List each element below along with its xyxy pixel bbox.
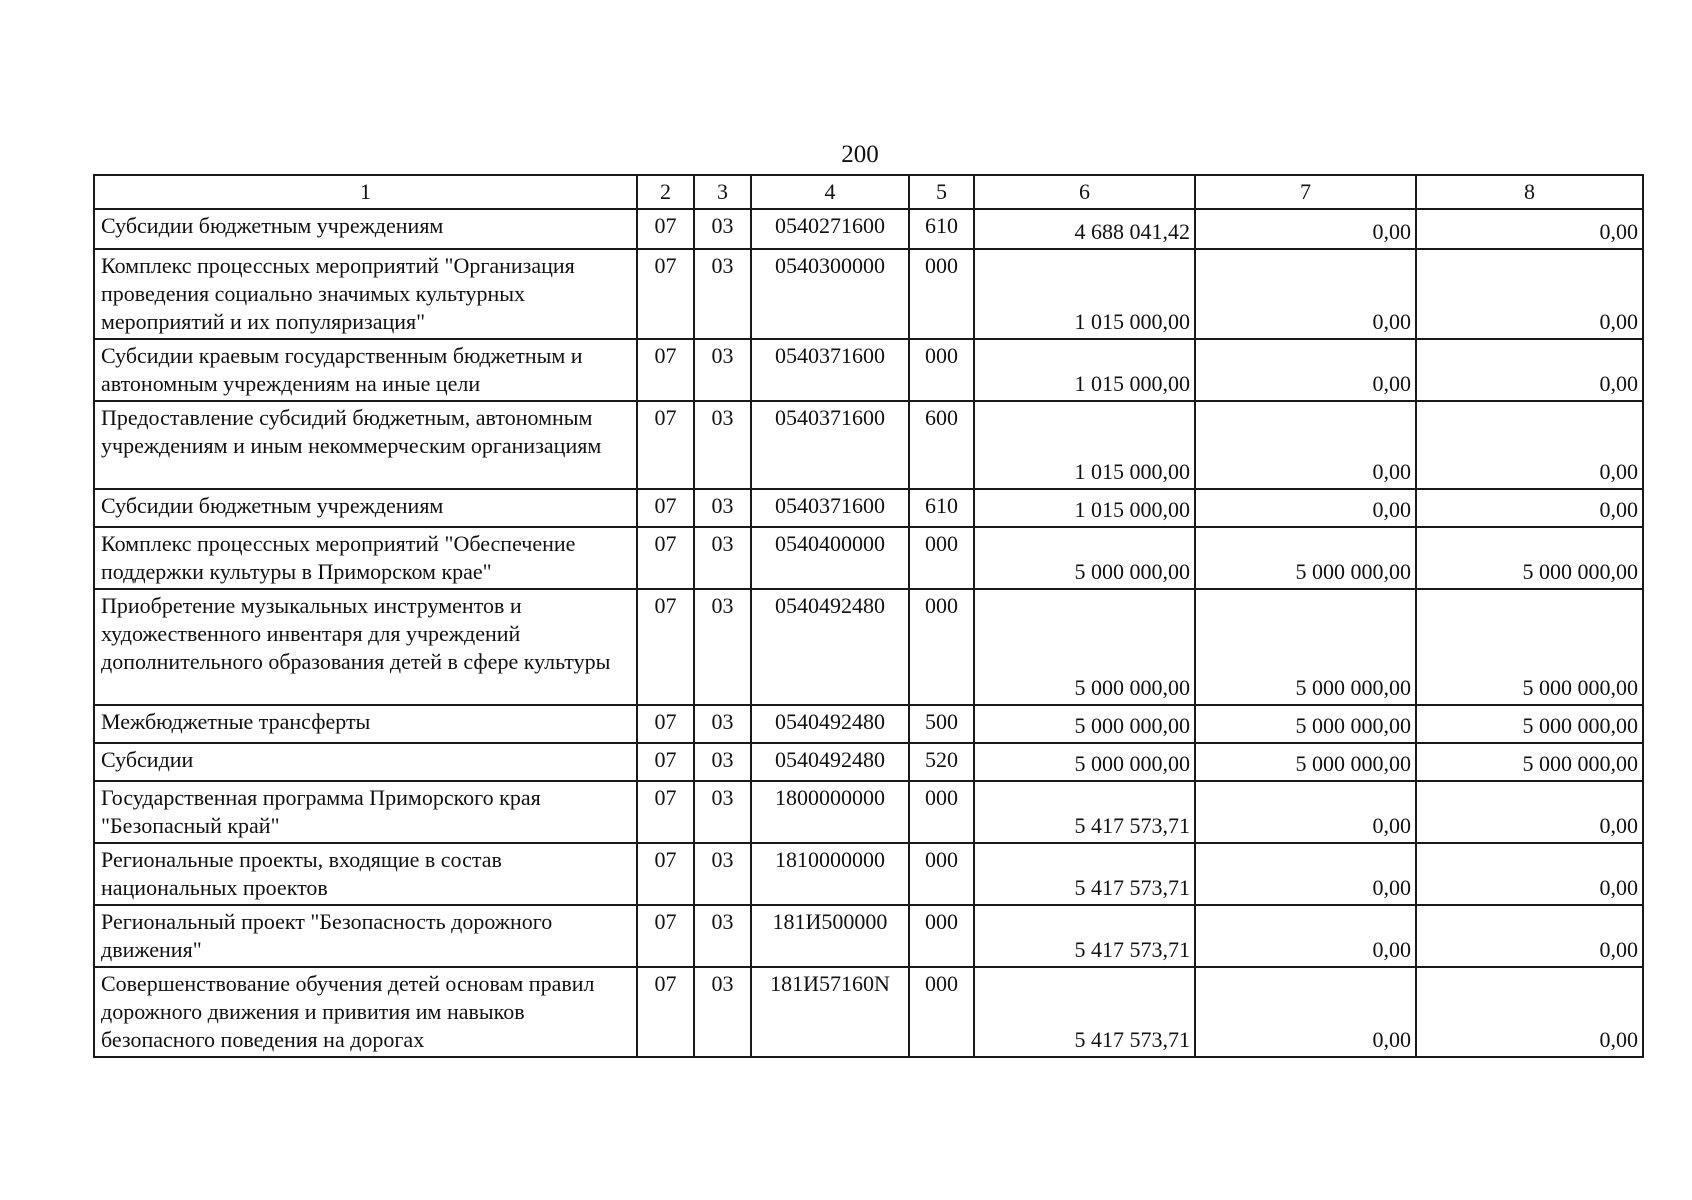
table-row: [94, 967, 1643, 1057]
row-section: 07: [637, 401, 694, 489]
row-expense-type: 000: [909, 339, 974, 401]
row-amount-col7: 0,00: [1195, 843, 1416, 905]
row-amount-col7: 5 000 000,00: [1195, 743, 1416, 781]
row-amount-col6: 1 015 000,00: [974, 401, 1195, 489]
row-section: 07: [637, 743, 694, 781]
row-expense-type: 000: [909, 249, 974, 339]
row-amount-col7: 0,00: [1195, 209, 1416, 249]
header-cell-2: 2: [637, 175, 694, 209]
row-amount-col8: 0,00: [1416, 339, 1643, 401]
row-name: Субсидии бюджетным учреждениям: [94, 489, 637, 527]
row-section: 07: [637, 249, 694, 339]
table-row: [94, 401, 1643, 489]
row-subsection: 03: [694, 339, 751, 401]
table-row: [94, 249, 1643, 339]
row-name: Комплекс процессных мероприятий "Обеспечение поддержки культуры в Приморском крае": [94, 527, 637, 589]
row-subsection: 03: [694, 249, 751, 339]
row-expense-type: 610: [909, 489, 974, 527]
table-row: [94, 781, 1643, 843]
row-target-code: 1810000000: [751, 843, 909, 905]
row-name: Комплекс процессных мероприятий "Организация проведения социально значимых культурных мероприятий и их популяризация": [94, 249, 637, 339]
row-target-code: 0540400000: [751, 527, 909, 589]
row-subsection: 03: [694, 843, 751, 905]
row-expense-type: 520: [909, 743, 974, 781]
row-name: Совершенствование обучения детей основам правил дорожного движения и привития им навыков безопасного поведения на дорогах: [94, 967, 637, 1057]
row-amount-col6: 5 000 000,00: [974, 589, 1195, 705]
row-subsection: 03: [694, 589, 751, 705]
row-target-code: 0540371600: [751, 489, 909, 527]
row-amount-col7: 0,00: [1195, 401, 1416, 489]
row-subsection: 03: [694, 209, 751, 249]
row-target-code: 0540492480: [751, 589, 909, 705]
row-target-code: 0540492480: [751, 705, 909, 743]
row-target-code: 0540271600: [751, 209, 909, 249]
row-target-code: 181И57160N: [751, 967, 909, 1057]
table-row: [94, 339, 1643, 401]
row-amount-col7: 0,00: [1195, 249, 1416, 339]
table-body: [94, 209, 1643, 1057]
row-target-code: 0540371600: [751, 401, 909, 489]
row-name: Субсидии бюджетным учреждениям: [94, 209, 637, 249]
row-expense-type: 000: [909, 843, 974, 905]
row-section: 07: [637, 843, 694, 905]
row-expense-type: 610: [909, 209, 974, 249]
row-name: Межбюджетные трансферты: [94, 705, 637, 743]
row-amount-col8: 5 000 000,00: [1416, 589, 1643, 705]
row-amount-col6: 1 015 000,00: [974, 249, 1195, 339]
table-row: [94, 743, 1643, 781]
table-row: [94, 905, 1643, 967]
row-amount-col8: 5 000 000,00: [1416, 743, 1643, 781]
row-section: 07: [637, 209, 694, 249]
row-subsection: 03: [694, 527, 751, 589]
row-subsection: 03: [694, 905, 751, 967]
row-target-code: 181И500000: [751, 905, 909, 967]
page-number: 200: [841, 141, 879, 168]
header-cell-3: 3: [694, 175, 751, 209]
row-name: Субсидии краевым государственным бюджетным и автономным учреждениям на иные цели: [94, 339, 637, 401]
table-row: [94, 589, 1643, 705]
row-section: 07: [637, 589, 694, 705]
row-name: Предоставление субсидий бюджетным, автономным учреждениям и иным некоммерческим организациям: [94, 401, 637, 489]
row-expense-type: 000: [909, 781, 974, 843]
table-row: [94, 527, 1643, 589]
row-amount-col6: 5 000 000,00: [974, 705, 1195, 743]
row-name: Приобретение музыкальных инструментов и художественного инвентаря для учреждений дополнительного образования детей в сфере культуры: [94, 589, 637, 705]
row-amount-col6: 5 000 000,00: [974, 527, 1195, 589]
header-cell-6: 6: [974, 175, 1195, 209]
table-row: [94, 843, 1643, 905]
row-amount-col8: 0,00: [1416, 905, 1643, 967]
row-section: 07: [637, 527, 694, 589]
row-amount-col7: 5 000 000,00: [1195, 589, 1416, 705]
row-amount-col7: 5 000 000,00: [1195, 705, 1416, 743]
row-amount-col6: 5 000 000,00: [974, 743, 1195, 781]
row-name: Государственная программа Приморского края "Безопасный край": [94, 781, 637, 843]
row-section: 07: [637, 905, 694, 967]
row-amount-col8: 0,00: [1416, 401, 1643, 489]
row-amount-col6: 5 417 573,71: [974, 905, 1195, 967]
row-amount-col8: 0,00: [1416, 249, 1643, 339]
row-subsection: 03: [694, 401, 751, 489]
row-name: Региональный проект "Безопасность дорожного движения": [94, 905, 637, 967]
row-section: 07: [637, 967, 694, 1057]
row-target-code: 1800000000: [751, 781, 909, 843]
row-amount-col6: 1 015 000,00: [974, 489, 1195, 527]
row-amount-col7: 0,00: [1195, 967, 1416, 1057]
row-amount-col8: 0,00: [1416, 843, 1643, 905]
row-subsection: 03: [694, 705, 751, 743]
table-row: [94, 489, 1643, 527]
header-row: [94, 175, 1643, 209]
row-target-code: 0540492480: [751, 743, 909, 781]
row-amount-col6: 4 688 041,42: [974, 209, 1195, 249]
header-cell-8: 8: [1416, 175, 1643, 209]
row-amount-col6: 5 417 573,71: [974, 843, 1195, 905]
table-row: [94, 209, 1643, 249]
row-amount-col8: 0,00: [1416, 967, 1643, 1057]
row-section: 07: [637, 339, 694, 401]
row-amount-col6: 1 015 000,00: [974, 339, 1195, 401]
row-target-code: 0540371600: [751, 339, 909, 401]
row-target-code: 0540300000: [751, 249, 909, 339]
row-name: Субсидии: [94, 743, 637, 781]
row-expense-type: 000: [909, 905, 974, 967]
row-section: 07: [637, 705, 694, 743]
row-name: Региональные проекты, входящие в состав национальных проектов: [94, 843, 637, 905]
table-header: [94, 175, 1643, 209]
row-amount-col7: 0,00: [1195, 781, 1416, 843]
row-subsection: 03: [694, 967, 751, 1057]
row-section: 07: [637, 781, 694, 843]
row-subsection: 03: [694, 781, 751, 843]
row-expense-type: 000: [909, 527, 974, 589]
row-subsection: 03: [694, 743, 751, 781]
row-expense-type: 500: [909, 705, 974, 743]
table-row: [94, 705, 1643, 743]
header-cell-5: 5: [909, 175, 974, 209]
row-section: 07: [637, 489, 694, 527]
row-subsection: 03: [694, 489, 751, 527]
row-amount-col6: 5 417 573,71: [974, 967, 1195, 1057]
header-cell-7: 7: [1195, 175, 1416, 209]
row-amount-col8: 0,00: [1416, 489, 1643, 527]
row-amount-col7: 5 000 000,00: [1195, 527, 1416, 589]
row-amount-col8: 0,00: [1416, 209, 1643, 249]
row-expense-type: 000: [909, 589, 974, 705]
row-amount-col8: 5 000 000,00: [1416, 705, 1643, 743]
row-amount-col7: 0,00: [1195, 339, 1416, 401]
row-amount-col8: 0,00: [1416, 781, 1643, 843]
row-amount-col6: 5 417 573,71: [974, 781, 1195, 843]
budget-table: [93, 174, 1644, 1058]
header-cell-4: 4: [751, 175, 909, 209]
row-expense-type: 600: [909, 401, 974, 489]
row-amount-col7: 0,00: [1195, 489, 1416, 527]
row-amount-col8: 5 000 000,00: [1416, 527, 1643, 589]
header-cell-1: 1: [94, 175, 637, 209]
row-expense-type: 000: [909, 967, 974, 1057]
row-amount-col7: 0,00: [1195, 905, 1416, 967]
